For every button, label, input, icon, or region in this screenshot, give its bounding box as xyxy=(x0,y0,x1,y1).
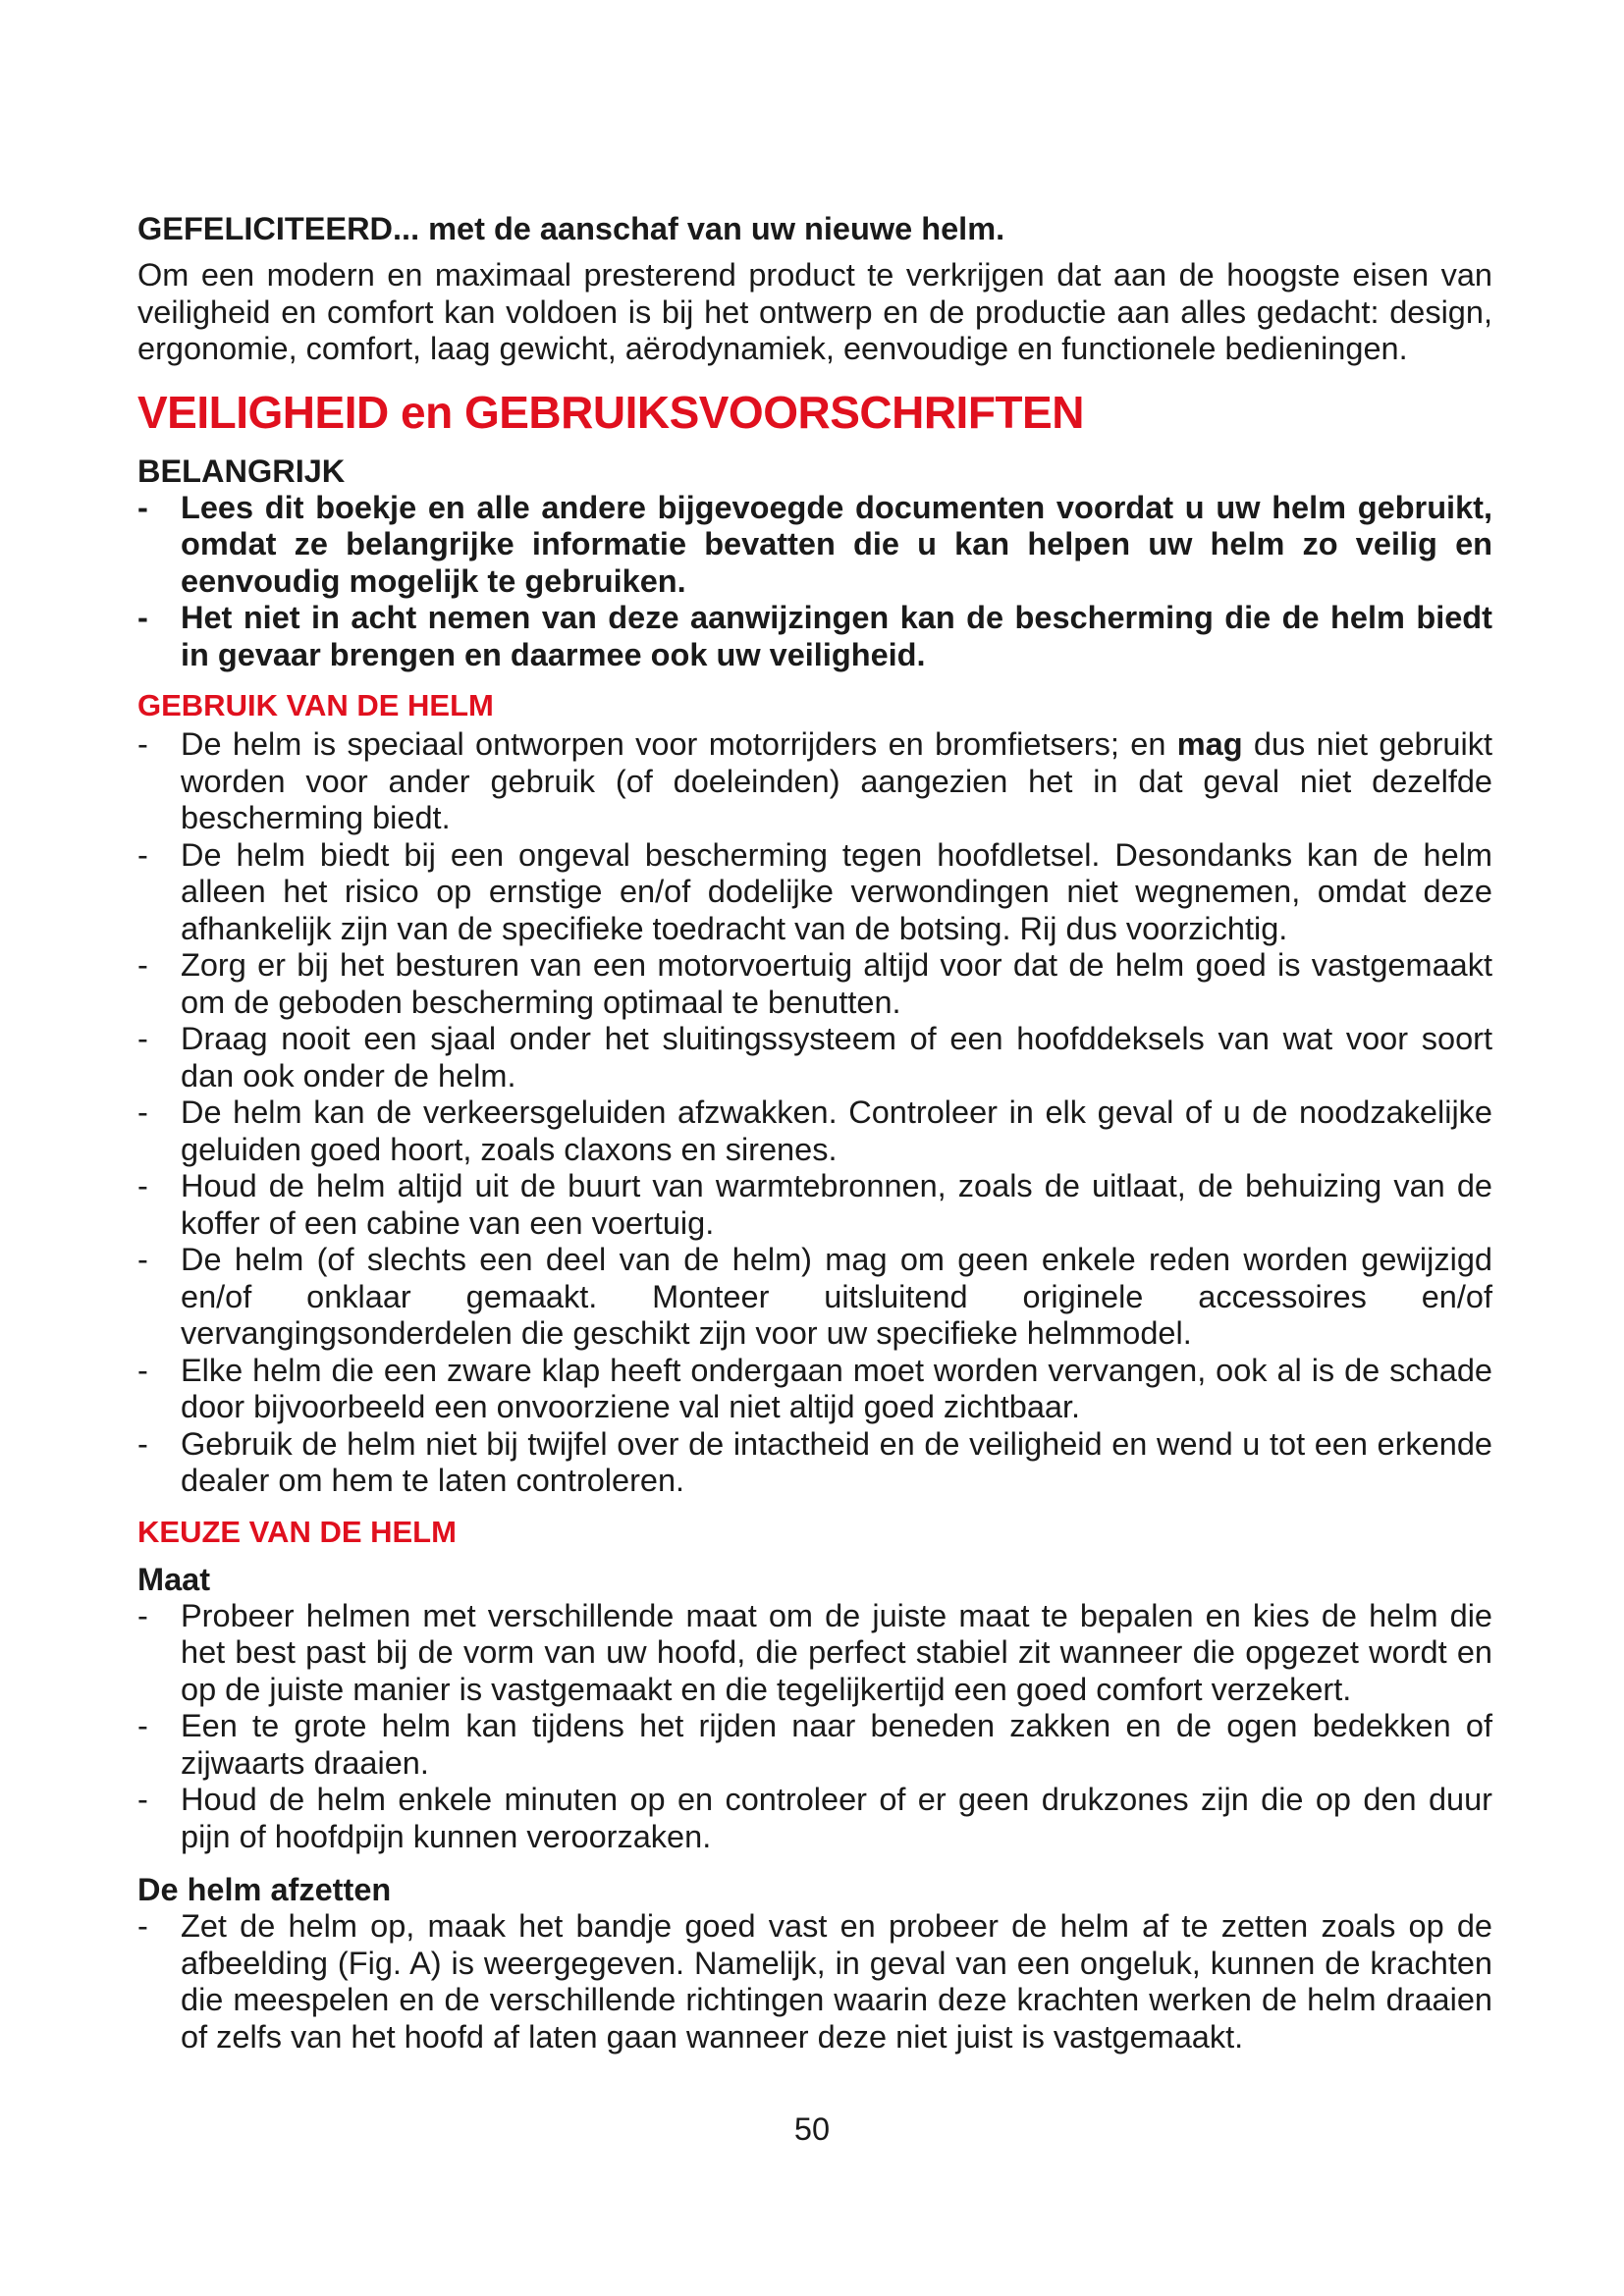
list-dash: - xyxy=(137,489,148,525)
important-heading: BELANGRIJK xyxy=(137,453,346,489)
spacer xyxy=(137,1855,1492,1871)
list-dash: - xyxy=(137,1597,148,1633)
list-item-text-start: De helm is speciaal ontworpen voor motorrijders en bromfietsers; en xyxy=(181,726,1177,762)
list-dash: - xyxy=(137,1425,148,1462)
list-item-text: Lees dit boekje en alle andere bijgevoegde documenten voordat u uw helm gebruikt, omdat ze belangrijke informatie bevatten die u kan helpen uw helm zo veilig en eenvoudig mogelijk te gebruiken. xyxy=(181,489,1492,599)
use-heading: GEBRUIK VAN DE HELM xyxy=(137,688,494,722)
spacer xyxy=(137,1553,1492,1561)
list-item-text: De helm kan de verkeersgeluiden afzwakken. Controleer in elk geval of u de noodzakelijke geluiden goed hoort, zoals claxons en sirenes. xyxy=(181,1095,1492,1167)
list-item xyxy=(137,1242,1492,1353)
list-item-emphasis: mag xyxy=(1176,726,1243,762)
list-dash: - xyxy=(137,726,148,762)
intro-paragraph: Om een modern en maximaal presterend product te verkrijgen dat aan de hoogste eisen van veiligheid en comfort kan voldoen is bij het ontwerp en de productie aan alles gedacht: design, ergonomie, comfort, laag gewicht, aërodynamiek, eenvoudige en functionele bedieningen. xyxy=(137,257,1492,366)
important-list xyxy=(137,490,1492,674)
page-number: 50 xyxy=(793,2111,831,2147)
list-item xyxy=(137,1708,1492,1782)
list-item-text: Houd de helm altijd uit de buurt van warmtebronnen, zoals de uitlaat, de behuizing van de koffer of een cabine van een voertuig. xyxy=(181,1168,1492,1241)
list-item-text: De helm (of slechts een deel van de helm) mag om geen enkele reden worden gewijzigd en/of onklaar gemaakt. Monteer uitsluitend originele accessoires en/of vervangingsonderdelen die geschikt zijn voor uw specifieke helmmodel. xyxy=(181,1242,1492,1351)
list-dash: - xyxy=(137,600,148,635)
list-item-text: De helm biedt bij een ongeval bescherming tegen hoofdletsel. Desondanks kan de helm alleen het risico op ernstige en/of dodelijke verwondingen niet wegnemen, omdat deze afhankelijk zijn van de specifieke toedracht van de botsing. Rij dus voorzichtig. xyxy=(181,836,1492,946)
list-item xyxy=(137,947,1492,1021)
list-dash: - xyxy=(137,947,148,983)
list-item xyxy=(137,1095,1492,1168)
list-item xyxy=(137,490,1492,601)
list-dash: - xyxy=(137,836,148,873)
list-dash: - xyxy=(137,1095,148,1130)
use-list xyxy=(137,726,1492,1500)
list-dash: - xyxy=(137,1242,148,1277)
safety-title: VEILIGHEID en GEBRUIKSVOORSCHRIFTEN xyxy=(137,386,1084,438)
list-dash: - xyxy=(137,1021,148,1056)
list-dash: - xyxy=(137,1908,148,1944)
list-item-text: Elke helm die een zware klap heeft ondergaan moet worden vervangen, ook al is de schade door bijvoorbeeld een onvoorziene val niet altijd goed zichtbaar. xyxy=(181,1352,1492,1424)
list-item-text: Houd de helm enkele minuten op en controleer of er geen drukzones zijn die op den duur pijn of hoofdpijn kunnen veroorzaken. xyxy=(181,1782,1492,1854)
list-item-text: Een te grote helm kan tijdens het rijden naar beneden zakken en de ogen bedekken of zijwaarts draaien. xyxy=(181,1708,1492,1781)
list-item xyxy=(137,837,1492,948)
list-item xyxy=(137,600,1492,673)
removal-heading: De helm afzetten xyxy=(137,1872,392,1907)
list-item xyxy=(137,1021,1492,1095)
list-item xyxy=(137,1168,1492,1242)
list-item xyxy=(137,726,1492,837)
list-item-text: Probeer helmen met verschillende maat om de juiste maat te bepalen en kies de helm die het best past bij de vorm van uw hoofd, die perfect stabiel zit wanneer die opgezet wordt en op de juiste manier is vastgemaakt en die tegelijkertijd een goed comfort verzekert. xyxy=(181,1597,1492,1707)
intro-heading: GEFELICITEERD... met de aanschaf van uw nieuwe helm. xyxy=(137,211,1005,246)
size-list xyxy=(137,1598,1492,1856)
choice-heading: KEUZE VAN DE HELM xyxy=(137,1514,457,1549)
list-item-text: Zet de helm op, maak het bandje goed vast en probeer de helm af te zetten zoals op de afbeelding (Fig. A) is weergegeven. Namelijk, in geval van een ongeluk, kunnen de krachten die meespelen en de verschillende richtingen waarin deze krachten werken de helm draaien of zelfs van het hoofd af laten gaan wanneer deze niet juist is vastgemaakt. xyxy=(181,1908,1492,2055)
list-dash: - xyxy=(137,1708,148,1743)
list-dash: - xyxy=(137,1782,148,1817)
list-item-text: Zorg er bij het besturen van een motorvoertuig altijd voor dat de helm goed is vastgemaakt om de geboden bescherming optimaal te benutten. xyxy=(181,947,1492,1020)
list-dash: - xyxy=(137,1352,148,1388)
list-item xyxy=(137,1782,1492,1855)
list-item xyxy=(137,1353,1492,1426)
list-item xyxy=(137,1426,1492,1500)
list-item-text: Het niet in acht nemen van deze aanwijzingen kan de bescherming die de helm biedt in gevaar brengen en daarmee ook uw veiligheid. xyxy=(181,600,1492,672)
list-item xyxy=(137,1598,1492,1709)
list-item-text-end: dus niet gebruikt worden voor ander gebruik (of doeleinden) aangezien het in dat geval niet dezelfde bescherming biedt. xyxy=(181,726,1492,835)
document-page xyxy=(137,208,1492,2056)
list-item-text: Draag nooit een sjaal onder het sluitingssysteem of een hoofddeksels van wat voor soort dan ook onder de helm. xyxy=(181,1021,1492,1094)
list-item xyxy=(137,1908,1492,2056)
removal-list xyxy=(137,1908,1492,2056)
list-dash: - xyxy=(137,1168,148,1203)
list-item-text: Gebruik de helm niet bij twijfel over de intactheid en de veiligheid en wend u tot een erkende dealer om hem te laten controleren. xyxy=(181,1425,1492,1498)
size-heading: Maat xyxy=(137,1561,211,1597)
